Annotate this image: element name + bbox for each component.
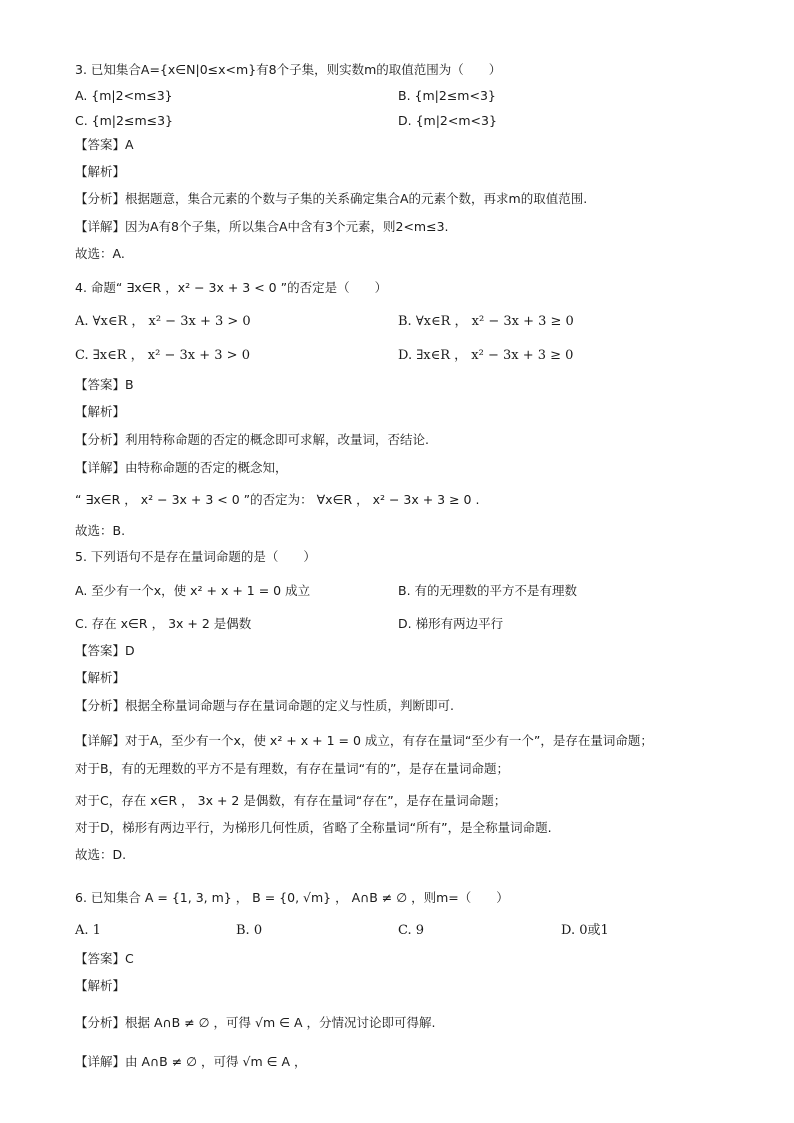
q3-detail: 【详解】因为A有8个子集，所以集合A中含有3个元素，则2<m≤3. [75, 219, 449, 234]
q5-detail-2: 对于B，有的无理数的平方不是有理数，有存在量词“有的”，是存在量词命题； [75, 761, 510, 776]
q4-analysis: 【分析】利用特称命题的否定的概念即可求解，改量词，否结论. [75, 432, 429, 447]
q6-stem: 6. 已知集合 A = {1, 3, m} ， B = {0, √m} ， A∩B ≠ ∅ ，则m=（ ） [75, 890, 509, 905]
q5-stem: 5. 下列语句不是存在量词命题的是（ ） [75, 549, 316, 564]
q5-option-c: C. 存在 x∈R ， 3x + 2 是偶数 [75, 616, 252, 631]
q6-answer: 【答案】C [75, 951, 134, 966]
q3-option-d: D. {m|2<m<3} [398, 113, 497, 128]
q3-stem: 3. 已知集合A={x∈N|0≤x<m}有8个子集，则实数m的取值范围为（ ） [75, 62, 502, 77]
q5-analysis: 【分析】根据全称量词命题与存在量词命题的定义与性质，判断即可. [75, 698, 454, 713]
q6-option-a: A. 1 [75, 923, 101, 938]
q6-option-c: C. 9 [398, 923, 425, 938]
q6-option-b: B. 0 [236, 923, 263, 938]
q5-option-b: B. 有的无理数的平方不是有理数 [398, 583, 578, 598]
q5-answer: 【答案】D [75, 643, 135, 658]
q5-detail-1: 【详解】对于A，至少有一个x，使 x² + x + 1 = 0 成立，有存在量词“至少有一个”，是存在量词命题； [75, 733, 653, 748]
q3-option-b: B. {m|2≤m<3} [398, 88, 496, 103]
q4-option-b: B. ∀x∈R ， x² − 3x + 3 ≥ 0 [398, 314, 574, 329]
q4-option-d: D. ∃x∈R ， x² − 3x + 3 ≥ 0 [398, 348, 574, 363]
q3-answer: 【答案】A [75, 137, 134, 152]
q6-detail: 【详解】由 A∩B ≠ ∅ ，可得 √m ∈ A ， [75, 1054, 307, 1069]
q4-analysis-heading: 【解析】 [75, 404, 126, 419]
q4-answer: 【答案】B [75, 377, 134, 392]
q6-option-d: D. 0或1 [561, 923, 609, 938]
q5-analysis-heading: 【解析】 [75, 670, 126, 685]
q6-analysis: 【分析】根据 A∩B ≠ ∅ ，可得 √m ∈ A ，分情况讨论即可得解. [75, 1015, 436, 1030]
q4-stem: 4. 命题“ ∃x∈R ，x² − 3x + 3 < 0 ”的否定是（ ） [75, 280, 388, 295]
q5-option-d: D. 梯形有两边平行 [398, 616, 504, 631]
q3-option-a: A. {m|2<m≤3} [75, 88, 173, 103]
q4-choice: 故选：B. [75, 523, 126, 538]
q4-option-c: C. ∃x∈R ， x² − 3x + 3 > 0 [75, 348, 250, 363]
q4-option-a: A. ∀x∈R ， x² − 3x + 3 > 0 [75, 314, 251, 329]
q3-option-c: C. {m|2≤m≤3} [75, 113, 173, 128]
q5-detail-4: 对于D，梯形有两边平行，为梯形几何性质，省略了全称量词“所有”，是全称量词命题. [75, 820, 552, 835]
q4-detail-1: 【详解】由特称命题的否定的概念知， [75, 460, 288, 475]
q5-detail-3: 对于C，存在 x∈R ， 3x + 2 是偶数，有存在量词“存在”，是存在量词命题； [75, 793, 507, 808]
q3-analysis-heading: 【解析】 [75, 164, 126, 179]
q4-detail-2: “ ∃x∈R ， x² − 3x + 3 < 0 ”的否定为： ∀x∈R ， x² − 3x + 3 ≥ 0 . [75, 492, 480, 507]
q5-choice: 故选：D. [75, 847, 127, 862]
q5-option-a: A. 至少有一个x，使 x² + x + 1 = 0 成立 [75, 583, 311, 598]
q6-analysis-heading: 【解析】 [75, 978, 126, 993]
q3-choice: 故选：A. [75, 246, 125, 261]
q3-analysis: 【分析】根据题意，集合元素的个数与子集的关系确定集合A的元素个数，再求m的取值范围. [75, 191, 588, 206]
